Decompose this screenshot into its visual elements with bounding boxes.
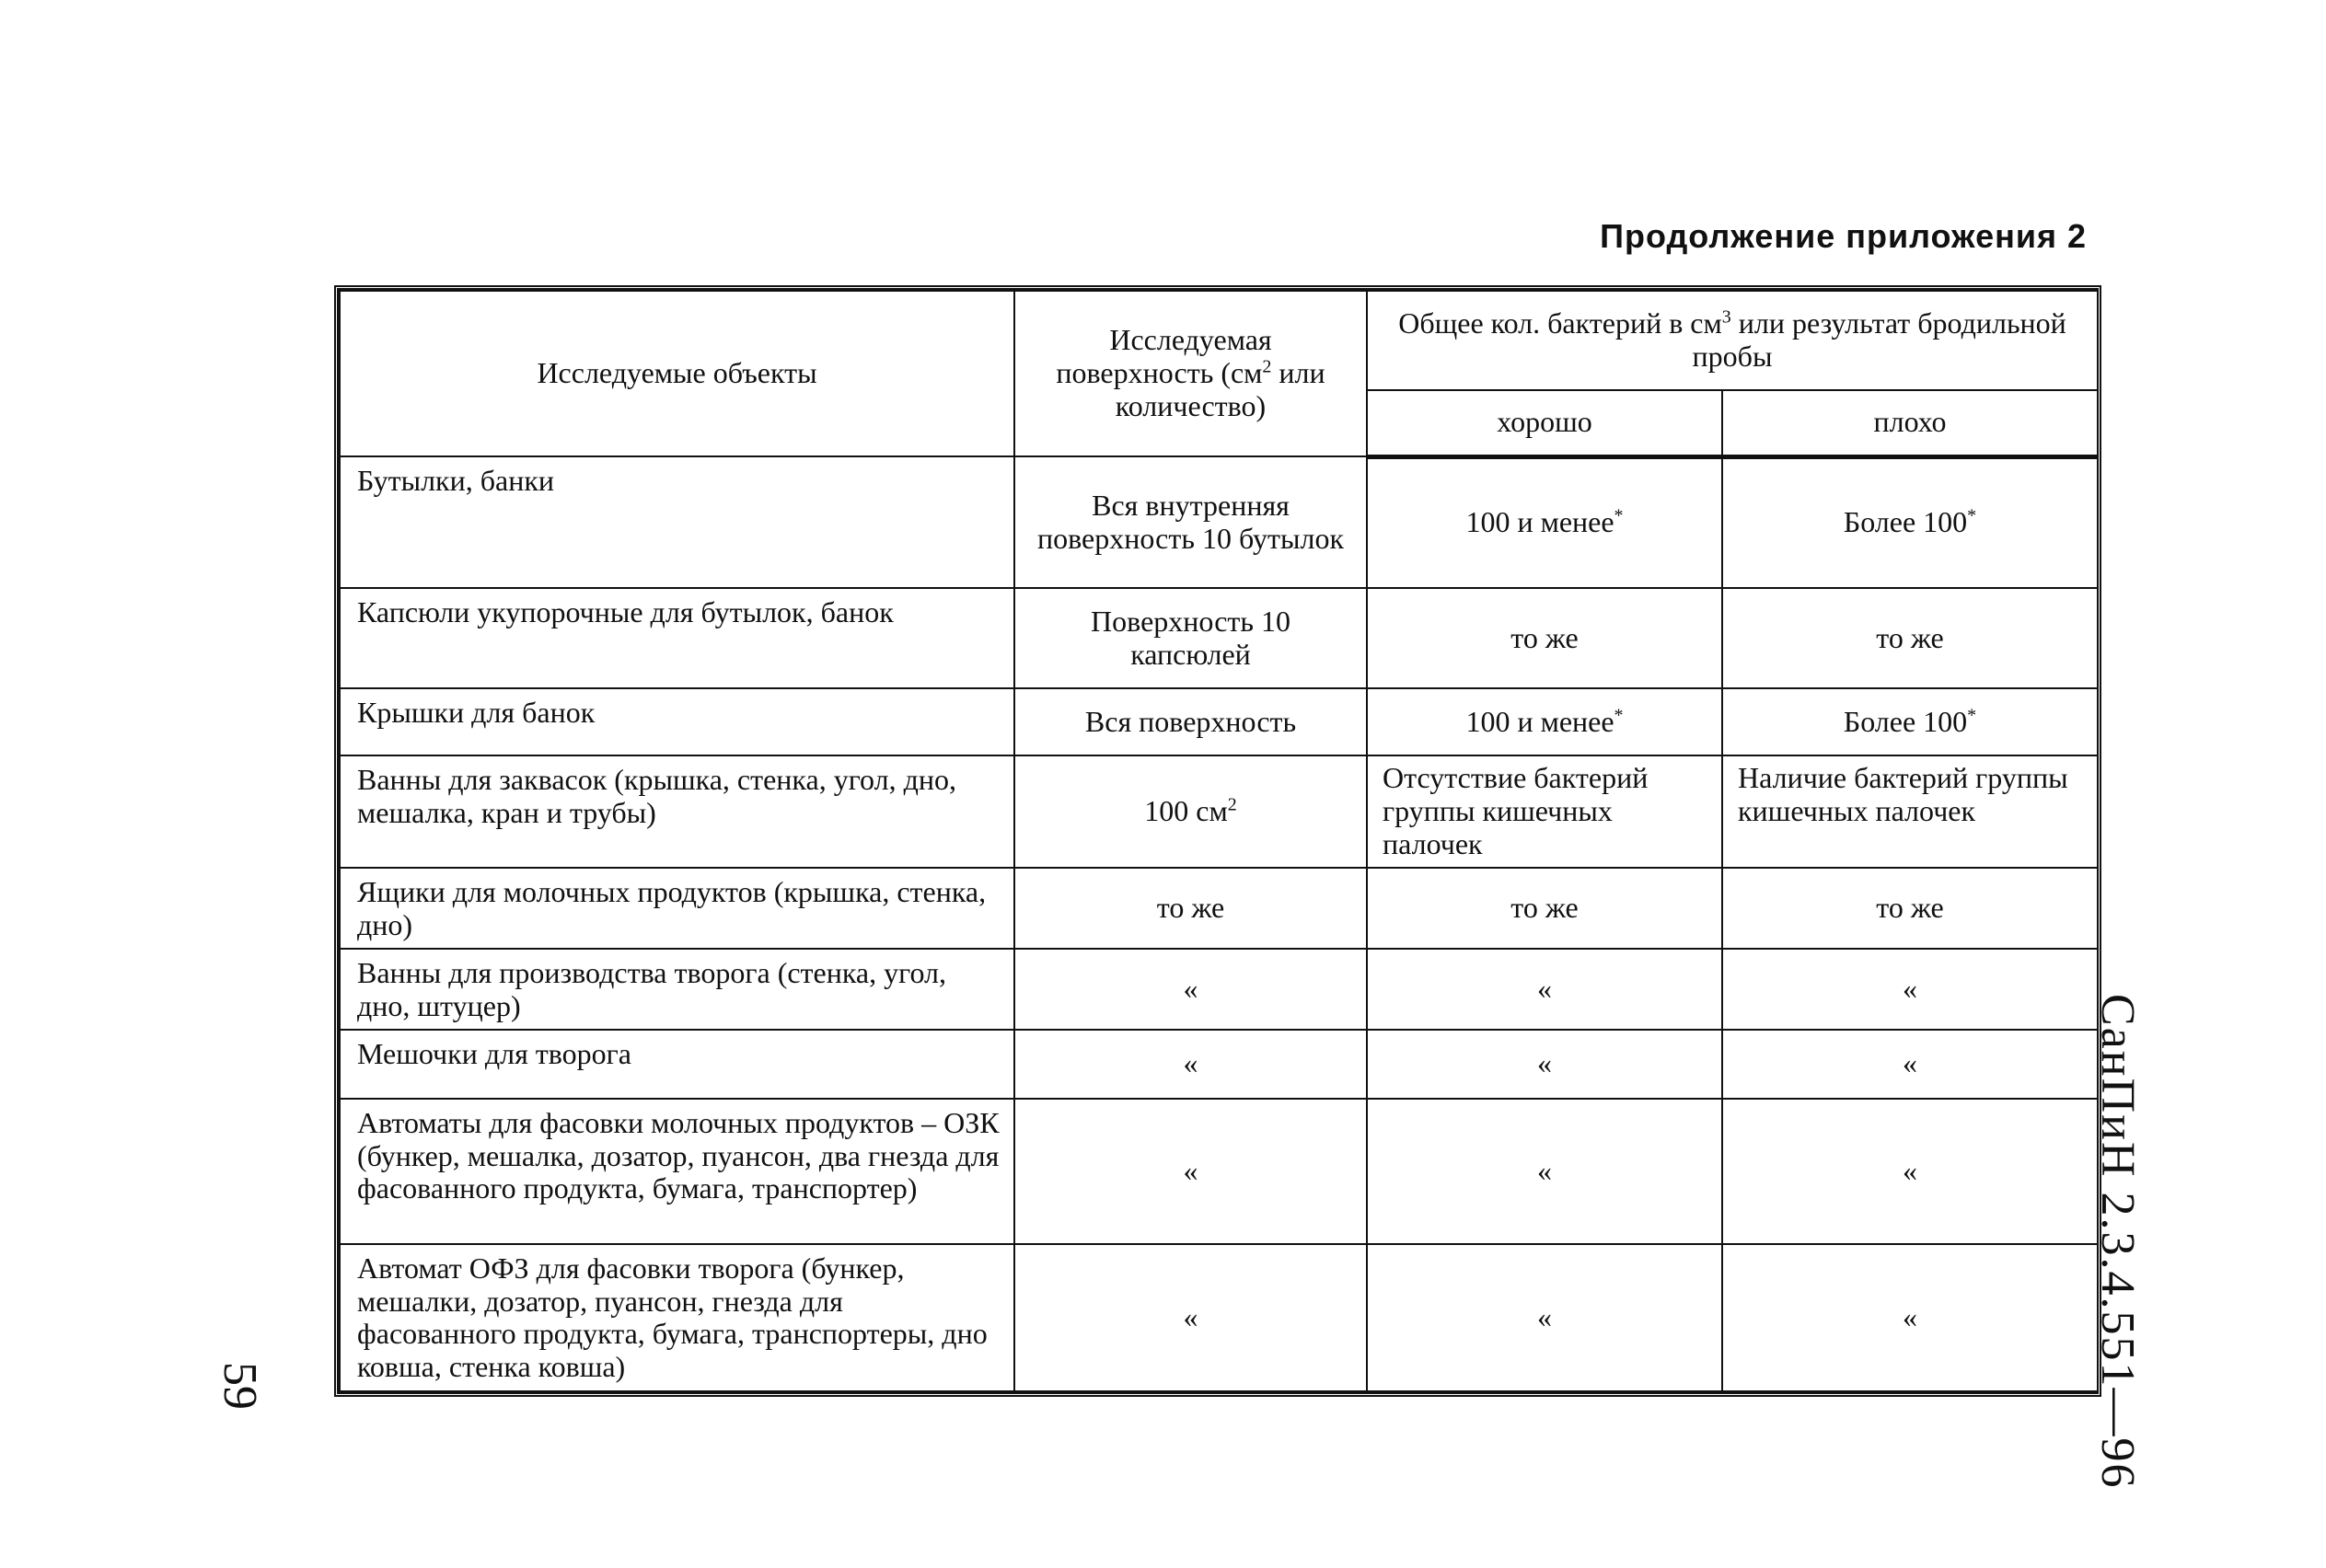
row-object: Ящики для молочных продуктов (крышка, стенка, дно) xyxy=(340,868,1014,949)
row-good: « xyxy=(1367,1099,1722,1244)
row-object: Крышки для банок xyxy=(340,688,1014,755)
row-surface: « xyxy=(1014,949,1367,1030)
row-object: Автомат ОФЗ для фасовки творога (бункер, мешалки, дозатор, пуансон, гнезда для фасованного продукта, бумага, транспортеры, дно ковша, стенка ковша) xyxy=(340,1244,1014,1391)
row-bad: то же xyxy=(1722,868,2098,949)
row-bad: Более 100* xyxy=(1722,688,2098,755)
row-object: Капсюли укупорочные для бутылок, банок xyxy=(340,588,1014,688)
row-good: 100 и менее* xyxy=(1367,688,1722,755)
header-surface: Исследуемая поверхность ($см^2$ или количество) xyxy=(1014,291,1367,456)
header-result: Общее кол. бактерий в $см^3$ или результат бродильной пробы xyxy=(1367,291,2098,390)
row-surface: Вся поверхность xyxy=(1014,688,1367,755)
row-surface: « xyxy=(1014,1244,1367,1391)
row-object: Автоматы для фасовки молочных продуктов – ОЗК (бункер, мешалка, дозатор, пуансон, два гнезда для фасованного продукта, бумага, транспортер) xyxy=(340,1099,1014,1244)
page-number: 59 xyxy=(214,1362,266,1410)
row-good: « xyxy=(1367,949,1722,1030)
table-row xyxy=(340,949,2098,1030)
bacteria-norms-table xyxy=(339,290,2099,1392)
table-row xyxy=(340,688,2098,755)
table-row xyxy=(340,1099,2098,1244)
row-surface: « xyxy=(1014,1030,1367,1099)
row-surface: Вся внутренняя поверхность 10 бутылок xyxy=(1014,456,1367,588)
row-bad: Более 100* xyxy=(1722,456,2098,588)
row-surface: то же xyxy=(1014,868,1367,949)
table-row xyxy=(340,1244,2098,1391)
row-surface: Поверхность 10 капсюлей xyxy=(1014,588,1367,688)
data-table-frame xyxy=(334,285,2101,1397)
row-good: « xyxy=(1367,1244,1722,1391)
row-bad: то же xyxy=(1722,588,2098,688)
table-row xyxy=(340,755,2098,868)
row-good: Отсутствие бактерий группы кишечных палочек xyxy=(1367,755,1722,868)
row-bad: Наличие бактерий группы кишечных палочек xyxy=(1722,755,2098,868)
row-bad: « xyxy=(1722,949,2098,1030)
row-good: « xyxy=(1367,1030,1722,1099)
row-object: Ванны для производства творога (стенка, угол, дно, штуцер) xyxy=(340,949,1014,1030)
header-objects: Исследуемые объекты xyxy=(340,291,1014,456)
row-good: то же xyxy=(1367,868,1722,949)
header-bad: плохо xyxy=(1722,390,2098,456)
row-good: то же xyxy=(1367,588,1722,688)
header-good: хорошо xyxy=(1367,390,1722,456)
table-row xyxy=(340,1030,2098,1099)
row-object: Бутылки, банки xyxy=(340,456,1014,588)
row-bad: « xyxy=(1722,1099,2098,1244)
row-bad: « xyxy=(1722,1030,2098,1099)
table-row xyxy=(340,588,2098,688)
row-surface: 100 $см^2$ xyxy=(1014,755,1367,868)
row-good: 100 и менее* xyxy=(1367,456,1722,588)
row-object: Ванны для заквасок (крышка, стенка, угол, дно, мешалка, кран и трубы) xyxy=(340,755,1014,868)
document-code-vertical: СанПиН 2.3.4.551—96 xyxy=(2091,994,2144,1490)
row-object: Мешочки для творога xyxy=(340,1030,1014,1099)
row-bad: « xyxy=(1722,1244,2098,1391)
table-header-row xyxy=(340,291,2098,390)
row-surface: « xyxy=(1014,1099,1367,1244)
table-row xyxy=(340,868,2098,949)
continuation-heading: Продолжение приложения 2 xyxy=(1600,217,2087,255)
table-row xyxy=(340,456,2098,588)
